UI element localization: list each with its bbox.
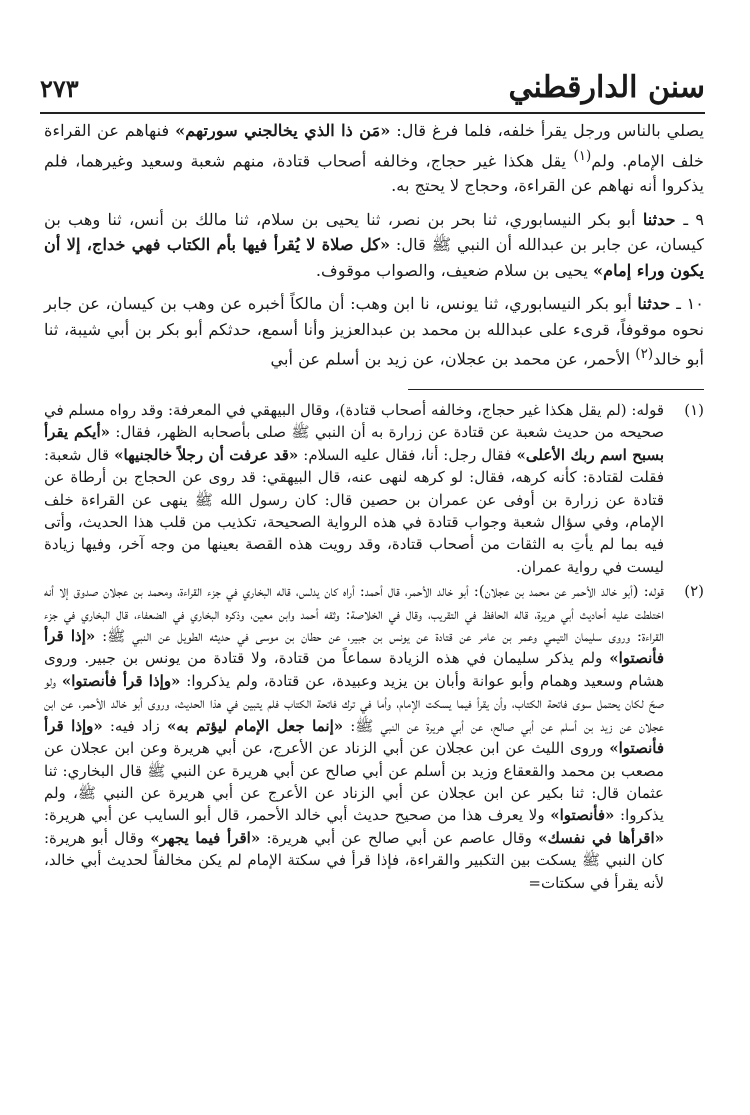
hadith-quote: «اقرأ فيما يجهر» xyxy=(150,828,261,847)
text: فنهاهم عن القراءة خلف الإمام. ولم xyxy=(44,121,705,170)
text: ولا يعرف هذا من صحيح حديث أبي خالد الأحمر، قال أبو السايب عن أبي هريرة: xyxy=(44,806,551,825)
main-text xyxy=(44,118,704,380)
text: وقال أبو هريرة: كان النبي ﷺ يسكت بين التكبير والقراءة، فإذا قرأ في سكتة الإمام لم يكن مخالفاً لحديث أبي خالد، لأنه يقرأ في سكتات= xyxy=(44,828,664,892)
text: أبو بكر النيسابوري، ثنا يونس، نا ابن وهب: أن مالكاً أخبره عن وهب بن كيسان، عن جابر نحوه موقوفاً، قرىء على عبدالله بن محمد بن عبدالعزيز وأنا أسمع، حدثكم أبو بكر بن أبي شيبة، ثنا أبو خالد xyxy=(44,294,704,369)
footnote-ref-2: (٢) xyxy=(635,346,654,363)
text: يصلي بالناس ورجل يقرأ خلفه، فلما فرغ قال: xyxy=(390,121,704,140)
book-title: سنن الدارقطني xyxy=(508,70,705,105)
hadith-quote: «أيكم يقرأ بسبح اسم ربك الأعلى» xyxy=(44,423,665,464)
hadith-quote: «قد عرفت أن رجلاً خالجنيها» xyxy=(114,445,299,464)
hadith-number: ١٠ ـ xyxy=(676,294,704,314)
text: زاد فيه: xyxy=(102,716,167,735)
hadith-quote: «وإذا قرأ فأنصتوا» xyxy=(61,671,181,690)
text: يقل هكذا غير حجاج، وخالفه أصحاب قتادة، منهم شعبة وسعيد وغيرهما، فلم يذكروا أنه نهاهم عن القراءة، وحجاج لا يحتج به. xyxy=(44,150,704,196)
paragraph-2 xyxy=(44,207,704,284)
haddathana: حدثنا xyxy=(637,294,677,314)
footnote-ref-1: (١) xyxy=(573,147,592,164)
footnote-2 xyxy=(44,580,704,894)
text: فقال رجل: أنا، فقال عليه السلام: xyxy=(298,445,517,464)
text: أبو بكر النيسابوري، ثنا بحر بن نصر، ثنا يحيى بن سلام، ثنا مالك بن أنس، ثنا وهب بن كيسان، عن جابر بن عبدالله أن النبي ﷺ قال: xyxy=(44,209,704,255)
paragraph-3 xyxy=(44,291,704,372)
text: وقال عاصم عن أبي صالح عن أبي هريرة: xyxy=(260,828,539,847)
footnote-rule xyxy=(408,389,704,390)
text: الأحمر، عن محمد بن عجلان، عن زيد بن أسلم عن أبي xyxy=(270,349,636,369)
header-rule xyxy=(40,112,705,114)
text: ولم يذكر سليمان في هذه الزيادة سماعاً من قتادة، ولا قتادة من يونس بن جبير. وروى هشام وسعيد وهمام وأبو عوانة وأبان بن يزيد وعبيدة، عن قتادة، ولم يذكروا: xyxy=(44,649,664,690)
footnotes xyxy=(44,399,704,896)
text: قوله: (لم يقل هكذا غير حجاج، وخالفه أصحاب قتادة)، وقال البيهقي في المعرفة: وقد رواه مسلم في صحيحه من حديث شعبة عن قتادة عن زرارة به أن النبي ﷺ صلى بأصحابه الظهر، فقال: xyxy=(44,401,664,442)
text: ولو صحّ لكان يحتمل سوى فاتحة الكتاب، وأن يقرأ فيما يسكت الإمام، وأما في ترك فاتحة الكتاب فلم يتبين في هذا الحديث، وروى أبو خالد الأحمر، عن ابن عجلان عن زيد بن أسلم عن أبي صالح، عن أبي هريرة عن النبي ﷺ: xyxy=(44,671,665,735)
page-header xyxy=(40,68,705,118)
footnote-1 xyxy=(44,399,704,578)
hadith-quote: «وإذا قرأ فأنصتوا» xyxy=(44,716,664,758)
paragraph-1 xyxy=(44,118,704,199)
text: قوله: (أبو خالد الأحمر عن محمد بن عجلان): أبو خالد الأحمر، قال أحمد: أراه كان يدلس، قاله البخاري في جزء القراءة، ومحمد بن عجلان صدوق إلا أنه اختلطت عليه أحاديث أبي هريرة، قاله الحافظ في التقريب، وقال في الخلاصة: وثقه أحمد وابن معين، وذكره البخاري في الضعفاء، قال البخاري في جزء القراءة: وروى سليمان التيمي وعمر بن عامر عن قتادة عن يونس بن جبير، عن حطان بن موسى في حديثه الطويل عن النبي ﷺ: xyxy=(44,582,665,646)
hadith-quote: «إنما جعل الإمام ليؤتم به» xyxy=(166,716,344,735)
haddathana: حدثنا xyxy=(642,209,684,229)
hadith-quote: «مَن ذا الذي يخالجني سورتهم» xyxy=(175,121,391,140)
page-number: ٢٧٣ xyxy=(40,74,79,103)
text: وروى الليث عن ابن عجلان عن أبي الزناد عن الأعرج، عن أبي هريرة وعن ابن عجلان عن مصعب بن محمد والقعقاع وزيد بن أسلم عن أبي صالح عن أبي هريرة عن النبي ﷺ قال البخاري: ثنا عثمان قال: ثنا بكير عن ابن عجلان عن أبي الزناد عن الأعرج عن أبي هريرة عن النبي ﷺ، ولم يذكروا: xyxy=(44,739,664,825)
hadith-quote: «كل صلاة لا يُقرأ فيها بأم الكتاب فهي خداج، إلا أن يكون وراء إمام» xyxy=(44,235,704,280)
footnote-number: (٢) xyxy=(684,582,704,601)
hadith-number: ٩ ـ xyxy=(683,209,705,229)
hadith-quote: «فأنصتوا» xyxy=(550,806,615,825)
text: يحيى بن سلام ضعيف، والصواب موقوف. xyxy=(315,260,594,280)
hadith-quote: «إذا قرأ فأنصتوا» xyxy=(44,627,664,668)
text: قال شعبة: فقلت لقتادة: كأنه كرهه، فقال: لو كرهه لنهى عنه، قال البيهقي: قد روى عن الحجاج بن أرطاة عن قتادة عن زرارة بن أوفى عن عمران بن حصين قال: كان رسول الله ﷺ ينهى عن القراءة خلف الإمام، وفي سؤال شعبة وجواب قتادة في هذه الرواية الصحيحة، تكذيب من قلب هذا الحديث، وأتى فيه بما لم يأتِ به الثقات من أصحاب قتادة، وقد رويت هذه القصة بعينها من وجه آخر، وفيها زيادة ليست في رواية عمران. xyxy=(44,445,664,576)
footnote-number: (١) xyxy=(684,401,704,419)
hadith-quote: «اقرأها في نفسك» xyxy=(538,828,665,847)
